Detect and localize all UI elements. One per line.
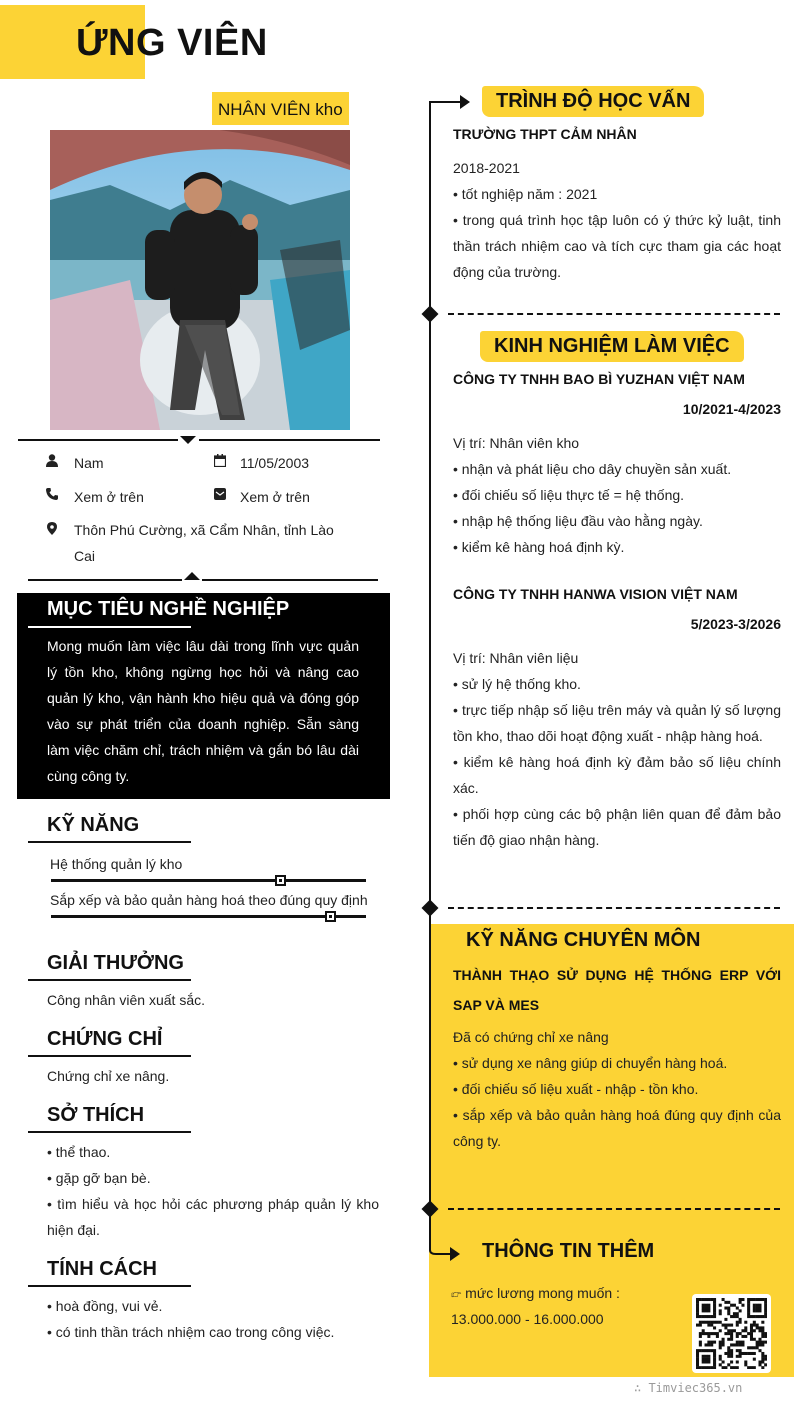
hobbies-list <box>47 1139 379 1243</box>
candidate-name: ỨNG VIÊN <box>76 22 268 64</box>
timeline-node <box>422 306 439 323</box>
divider <box>199 439 380 441</box>
gender-value: Nam <box>74 455 104 471</box>
watermark: ∴ Timviec365.vn <box>634 1381 743 1395</box>
list-item: • trong quá trình học tập luôn có ý thức kỷ luật, tinh thần trách nhiệm cao và tích cực tham gia các hoạt động của trường. <box>453 212 781 280</box>
location-icon <box>45 522 59 538</box>
list-item: • đối chiếu số liệu thực tế = hệ thống. <box>453 487 685 503</box>
awards-underline <box>28 979 191 981</box>
list-item: • hoà đồng, vui vẻ. <box>47 1298 163 1314</box>
salary-label-row <box>451 1280 620 1306</box>
list-item: • kiểm kê hàng hoá định kỳ đảm bảo số liệu chính xác. <box>453 754 781 796</box>
skill-bar <box>51 915 366 918</box>
certificates-underline <box>28 1055 191 1057</box>
skills-title: KỸ NĂNG <box>47 814 140 836</box>
company-name: CÔNG TY TNHH HANWA VISION VIỆT NAM <box>453 586 738 602</box>
salary-label: mức lương mong muốn : <box>465 1285 620 1301</box>
list-item: Vị trí: Nhân viên liệu <box>453 650 579 666</box>
pro-skills-title: KỸ NĂNG CHUYÊN MÔN <box>466 929 701 951</box>
divider <box>28 579 182 581</box>
list-item: • sắp xếp và bảo quản hàng hoá đúng quy định của công ty. <box>453 1107 781 1149</box>
dashed-divider <box>448 313 780 315</box>
list-item: • trực tiếp nhập số liệu trên máy và quản lý số lượng tồn kho, thao dõi hoạt động xuất - nhập hàng hoá. <box>453 702 781 744</box>
email-icon <box>213 488 227 503</box>
email-value: Xem ở trên <box>240 489 310 505</box>
skills-underline <box>28 841 191 843</box>
list-item: Đã có chứng chỉ xe nâng <box>453 1029 609 1045</box>
user-icon <box>45 454 59 470</box>
list-item: • tìm hiểu và học hỏi các phương pháp quản lý kho hiện đại. <box>47 1196 379 1238</box>
salary-value: 13.000.000 - 16.000.000 <box>451 1311 604 1327</box>
skill-level-marker <box>325 911 336 922</box>
list-item: • đối chiếu số liệu xuất - nhập - tồn kho. <box>453 1081 699 1097</box>
objective-text: Mong muốn làm việc lâu dài trong lĩnh vực quản lý tồn kho, không ngừng học hỏi và nâng cao quản lý kho, vận hành kho hiệu quả và đóng góp vào sự phát triển của doanh nghiệp. Sẵn sàng làm việc chăm chỉ, trách nhiệm và gắn bó lâu dài cùng công ty. <box>47 638 359 784</box>
hand-point-icon: 👉︎ <box>451 1285 462 1301</box>
timeline-arrow-icon <box>428 92 472 112</box>
address-value: Thôn Phú Cường, xã Cẩm Nhân, tỉnh Lào Cai <box>74 522 334 564</box>
list-item: • phối hợp cùng các bộ phận liên quan để đảm bảo tiến độ giao nhận hàng. <box>453 806 781 848</box>
skill-level-marker <box>275 875 286 886</box>
divider-arrow <box>184 572 200 580</box>
list-item: • có tinh thần trách nhiệm cao trong công việc. <box>47 1324 335 1340</box>
skill-label: Sắp xếp và bảo quản hàng hoá theo đúng quy định <box>50 892 368 908</box>
awards-title: GIẢI THƯỞNG <box>47 952 184 974</box>
education-period: 2018-2021 <box>453 160 520 176</box>
position-badge: NHÂN VIÊN kho <box>212 92 349 125</box>
skill-label: Hệ thống quản lý kho <box>50 856 183 872</box>
timeline-arrow-icon <box>428 1240 462 1266</box>
list-item: • thể thao. <box>47 1144 111 1160</box>
job-period: 10/2021-4/2023 <box>682 401 781 417</box>
list-item: • sử dụng xe nâng giúp di chuyển hàng hoá. <box>453 1055 728 1071</box>
education-details <box>453 181 781 285</box>
timeline-line <box>429 102 431 1249</box>
qr-code <box>692 1294 771 1373</box>
list-item: • tốt nghiệp năm : 2021 <box>453 186 598 202</box>
company-name: CÔNG TY TNHH BAO BÌ YUZHAN VIỆT NAM <box>453 371 745 387</box>
list-item: • sử lý hệ thống kho. <box>453 676 581 692</box>
phone-icon <box>45 488 59 503</box>
hobbies-underline <box>28 1131 191 1133</box>
phone-value: Xem ở trên <box>74 489 144 505</box>
awards-text: Công nhân viên xuất sắc. <box>47 992 205 1008</box>
additional-title: THÔNG TIN THÊM <box>482 1240 655 1262</box>
birthday-value: 11/05/2003 <box>240 455 310 471</box>
education-title: TRÌNH ĐỘ HỌC VẤN <box>482 86 704 117</box>
job-details <box>453 645 781 853</box>
school-name: TRƯỜNG THPT CẢM NHÂN <box>453 126 637 142</box>
pro-skills-heading: THÀNH THẠO SỬ DỤNG HỆ THỐNG ERP VỚI SAP VÀ MES <box>453 967 781 1013</box>
experience-title: KINH NGHIỆM LÀM VIỆC <box>480 331 744 362</box>
timeline-node <box>422 900 439 917</box>
divider-arrow <box>180 436 196 444</box>
hobbies-title: SỞ THÍCH <box>47 1104 145 1126</box>
personality-underline <box>28 1285 191 1287</box>
certificates-title: CHỨNG CHỈ <box>47 1028 163 1050</box>
personality-list <box>47 1293 379 1345</box>
calendar-icon <box>213 454 227 470</box>
list-item: • kiểm kê hàng hoá định kỳ. <box>453 539 625 555</box>
pro-skills-details <box>453 1024 781 1154</box>
objective-title: MỤC TIÊU NGHỀ NGHIỆP <box>47 598 290 620</box>
personality-title: TÍNH CÁCH <box>47 1258 157 1280</box>
job-period: 5/2023-3/2026 <box>690 616 781 632</box>
certificates-text: Chứng chỉ xe nâng. <box>47 1068 170 1084</box>
list-item: Vị trí: Nhân viên kho <box>453 435 580 451</box>
divider <box>202 579 378 581</box>
dashed-divider <box>448 1208 780 1210</box>
skill-bar <box>51 879 366 882</box>
objective-underline <box>28 626 191 628</box>
divider <box>18 439 178 441</box>
dashed-divider <box>448 907 780 909</box>
salary-block <box>451 1280 620 1332</box>
list-item: • gặp gỡ bạn bè. <box>47 1170 151 1186</box>
candidate-photo <box>50 130 350 430</box>
list-item: • nhập hệ thống liệu đầu vào hằng ngày. <box>453 513 703 529</box>
job-details <box>453 430 781 560</box>
list-item: • nhận và phát liệu cho dây chuyền sản xuất. <box>453 461 732 477</box>
